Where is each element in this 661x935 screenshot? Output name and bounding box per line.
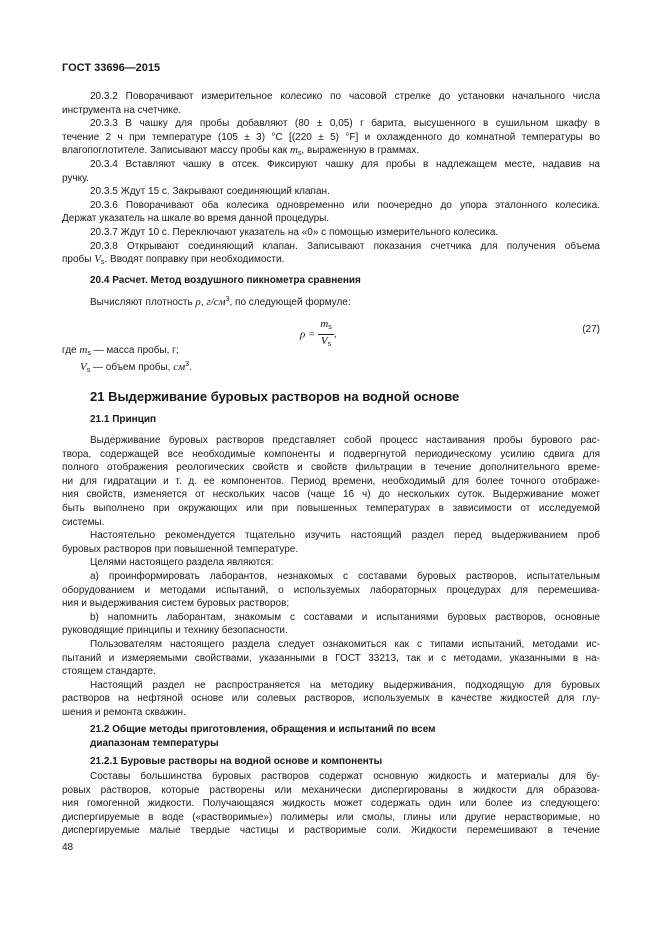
text-line [62,824,600,838]
text-run: стоящем стандарте. [62,666,156,678]
formula-lhs: ρ = [300,328,316,341]
text-line [62,502,600,516]
text-line [62,90,600,104]
text-run: b) напомнить лаборантам, знакомым с составами и испытаниями буровых растворов, основные [90,611,600,623]
text-run: . Вводят поправку при необходимости. [104,254,285,266]
math-symbol: $см^3$ [173,360,190,373]
paragraph [62,199,600,226]
text-run: руководящие принципы и технику безопасности. [62,625,288,637]
page-number: 48 [62,842,74,853]
text-run: — масса пробы, г; [90,345,179,356]
text-run: Настоящий раздел не распространяется на методику выдерживания, подходящую для буровых [90,679,600,691]
text-run: буровых растворов при повышенной температуре. [62,543,299,555]
math-symbol: $m_s$ [79,344,91,357]
text-run: 20.3.6 Поворачивают оба колесика одновременно или поочередно до упора эталонного колесика. [90,199,600,211]
section-21-heading: 21 Выдерживание буровых растворов на водной основе [90,389,460,404]
text-run: 20.3.3 В чашку для пробы добавляют (80 ± 0,05) г барита, высушенного в сушильном шкафу в [90,118,600,130]
paragraph [62,770,600,838]
paragraph [62,158,600,185]
math-symbol: где [62,345,80,356]
text-line [62,226,600,240]
text-run: Составы большинства буровых растворов содержат основную жидкость и материалы для бу- [90,771,600,782]
paragraph [62,529,600,556]
text-run: , по следующей формуле: [229,297,351,308]
text-run: 20.3.5 Ждут 15 с. Закрывают соединяющий клапан. [90,186,330,198]
text-run: 20.3.4 Вставляют чашку в отсек. Фиксируют чашку для пробы в надлежащем месте, надавив на [90,158,600,170]
text-line [62,706,600,720]
section-21-2-1-heading: 21.2.1 Буровые растворы на водной основе и компоненты [90,756,383,767]
text-line [62,448,600,462]
text-run: Пользователям настоящего раздела следует ознакомиться как с типами испытаний, методами ис- [90,638,600,650]
text-line [62,556,600,570]
text-run: ручку. [62,172,89,184]
paragraph [62,117,600,158]
formula-legend [62,344,600,374]
text-run: Целями настоящего раздела являются: [90,557,274,569]
text-run: , выраженную в граммах. [301,145,420,157]
text-line [62,811,600,825]
text-line [62,461,600,475]
text-line [62,665,600,679]
document-header: ГОСТ 33696—2015 [62,62,161,74]
section-21-2-1-body [62,770,600,838]
text-run: диспергируемые в воде («растворимые») полимеры или смолы, глины или другие нерастворимые, но [62,811,600,823]
paragraph [62,240,600,267]
text-run: твора, содержащей все необходимые компоненты и подвергнутой периодическому усилию сдвига для [62,448,600,460]
denominator-subscript: s [327,341,332,348]
text-line [62,212,600,226]
paragraph [62,293,600,307]
text-line [62,344,600,358]
text-line [62,770,600,784]
text-run: влагопоглотителе. Записывают массу пробы как [62,145,290,157]
math-symbol: ρ [195,296,201,308]
text-run: диспергируемые малые твердые частицы и растворимые соли. Жидкости перемешивают в течение [62,825,600,837]
text-run: течение 2 ч при температуре (105 ± 3) °С [(220 ± 5) °F] и охлажденного до комнатной температуры во [62,131,600,143]
text-line [62,434,600,448]
paragraph [62,570,600,611]
paragraph [62,185,600,199]
text-run: Вычисляют плотность [90,297,196,308]
formula-number: (27) [582,324,600,335]
text-line [62,240,600,254]
text-line [62,475,600,489]
text-line [62,652,600,666]
section-20-4-heading: 20.4 Расчет. Метод воздушного пикнометра сравнения [90,275,361,286]
text-line [62,172,600,186]
text-run: быть выполнено при окружающих или при повышенных температурах в зависимости от исследуемой [62,502,600,514]
text-run: Настоятельно рекомендуется тщательно изучить настоящий раздел перед выдерживанием проб [90,530,600,542]
text-line [62,516,600,530]
formula-comma: , [333,329,337,340]
text-run: шения и ремонта скважин. [62,706,186,718]
text-run: , [200,297,207,308]
text-run: инструмента на счетчике. [62,104,182,116]
text-line [62,611,600,625]
formula-numerator: m [320,318,329,330]
text-line [62,797,600,811]
text-line [62,692,600,706]
text-line [62,679,600,693]
section-21-1-heading: 21.1 Принцип [90,414,157,425]
text-run: растворов на нефтяной основе или солевых растворов, используемых в качестве жидкостей для глу- [62,693,600,705]
text-line [62,543,600,557]
text-line [62,253,600,267]
text-line [62,117,600,131]
paragraph [62,611,600,638]
text-line [62,584,600,598]
text-run: — объем пробы, [90,361,174,373]
paragraph [62,434,600,529]
text-run: . [189,361,192,373]
text-line [62,158,600,172]
heading-line: диапазонам температуры [90,737,219,749]
text-run: полного отображения реологических свойств и свойств фильтрации в течение дополнительного време- [62,462,600,474]
text-line [62,488,600,502]
paragraph [62,638,600,679]
paragraph [62,90,600,117]
math-symbol: $V_s$ [94,253,105,267]
text-run: 20.3.7 Ждут 10 с. Переключают указатель на «0» с помощью измерительного колесика. [90,226,499,238]
text-line [62,638,600,652]
text-line [62,293,600,307]
text-run: пробы [62,254,95,266]
text-run: ни для гидратации и т. д. ее компонентов. Период времени, необходимый для более точного отображе- [62,475,600,487]
text-line [62,624,600,638]
text-run: Держат указатель на шкале во время данной процедуры. [62,213,330,225]
paragraph [62,679,600,720]
paragraph [62,556,600,570]
math-symbol: $г/см^3$ [206,296,230,308]
text-line [62,131,600,145]
text-line [62,144,600,158]
text-line [62,784,600,798]
paragraph [62,226,600,240]
text-line [62,358,600,372]
section-20-3-steps [62,90,600,267]
text-run: 20.3.8 Открывают соединяющий клапан. Записывают показания счетчика для получения объема [90,240,600,252]
section-21-2-heading [90,723,628,750]
math-symbol: $m_s$ [289,144,302,158]
text-run: ния свойств, изменяется от нескольких часов (чаще 16 ч) до нескольких суток. Выдерживание может [62,489,600,501]
text-run: оборудованием и методами испытаний, о используемых лабораторных процедурах для перемешива- [62,584,600,596]
text-line [62,570,600,584]
heading-line: 21.2 Общие методы приготовления, обращения и испытаний по всем [90,724,436,735]
text-line [62,185,600,199]
section-20-4-intro [62,293,600,307]
text-line [62,104,600,118]
text-run: Выдерживание буровых растворов представляет собой процесс настаивания пробы бурового рас- [90,435,600,446]
text-run: ровых растворов, которые растворены или механически диспергированы в жидкости для образова- [62,784,600,796]
math-symbol: $V_s$ [80,360,91,374]
section-21-1-body [62,434,600,719]
text-run: системы. [62,516,105,528]
text-line [62,597,600,611]
text-run: 20.3.2 Поворачивают измерительное колесико по часовой стрелке до установки начального числа [90,91,600,102]
formula-27 [62,318,600,346]
text-run: а) проинформировать лаборантов, незнакомых с составами буровых растворов, испытательным [90,570,600,582]
numerator-subscript: s [328,324,332,331]
text-run: ния и выдерживания систем буровых растворов; [62,598,290,610]
formula-denominator: V [320,335,328,347]
text-run: ния гомогенной жидкости. Получающаяся жидкость может содержать один или более из следующего: [62,798,600,810]
text-line [62,199,600,213]
text-line [62,529,600,543]
text-run: пытаний и измеряемыми свойствами, указанными в ГОСТ 33213, так и с методами, указанными в на- [62,652,600,664]
